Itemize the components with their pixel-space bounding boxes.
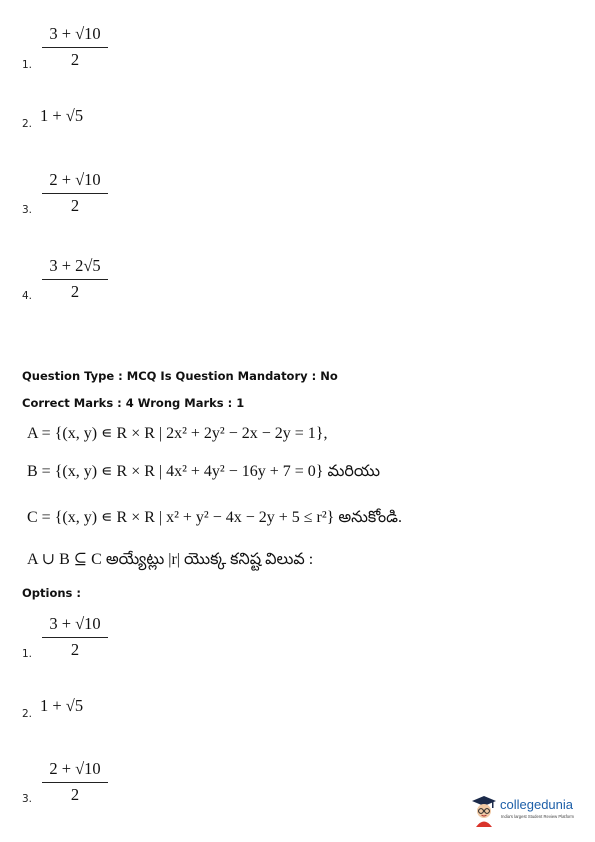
option-inline-expression: 1 + √5: [40, 106, 84, 125]
collegedunia-logo: [470, 794, 582, 828]
option-number: 3.: [22, 793, 33, 805]
fraction-bar: [42, 782, 108, 783]
option-fraction: [42, 170, 108, 216]
fraction-bar: [42, 637, 108, 638]
fraction-numerator: 3 + 2√5: [49, 256, 101, 275]
question-line-a: A = {(x, y) ∊ R × R | 2x² + 2y² − 2x − 2y = 1},: [27, 425, 328, 442]
fraction-denominator: 2: [70, 50, 80, 69]
option-number: 2.: [22, 118, 33, 130]
fraction-denominator: 2: [70, 282, 80, 301]
question-type-line: Question Type : MCQ Is Question Mandatory : No: [22, 369, 338, 383]
question-line-d: A ∪ B ⊆ C అయ్యేట్లు |r| యొక్క కనిష్ట విలువ :: [27, 551, 314, 568]
option-number: 1.: [22, 59, 33, 71]
logo-tagline: India's largest Student Review Platform: [501, 814, 574, 819]
option-number: 3.: [22, 204, 33, 216]
option-fraction: [42, 24, 108, 70]
option-fraction: [42, 759, 108, 805]
mascot-icon: [470, 794, 498, 828]
fraction-denominator: 2: [70, 785, 80, 804]
option-number: 4.: [22, 290, 33, 302]
fraction-bar: [42, 47, 108, 48]
fraction-numerator: 2 + √10: [49, 759, 101, 778]
option-number: 1.: [22, 648, 33, 660]
question-line-c: C = {(x, y) ∊ R × R | x² + y² − 4x − 2y + 5 ≤ r²} అనుకోండి.: [27, 509, 402, 526]
fraction-bar: [42, 193, 108, 194]
logo-wordmark: collegedunia: [500, 797, 574, 812]
fraction-bar: [42, 279, 108, 280]
option-inline-expression: 1 + √5: [40, 696, 84, 715]
fraction-denominator: 2: [70, 196, 80, 215]
option-number: 2.: [22, 708, 33, 720]
question-line-b: B = {(x, y) ∊ R × R | 4x² + 4y² − 16y + 7 = 0} మరియు: [27, 463, 380, 480]
fraction-numerator: 3 + √10: [49, 614, 101, 633]
options-label: Options :: [22, 586, 81, 600]
fraction-numerator: 2 + √10: [49, 170, 101, 189]
marks-line: Correct Marks : 4 Wrong Marks : 1: [22, 396, 245, 410]
option-fraction: [42, 614, 108, 660]
fraction-denominator: 2: [70, 640, 80, 659]
fraction-numerator: 3 + √10: [49, 24, 101, 43]
option-fraction: [42, 256, 108, 302]
